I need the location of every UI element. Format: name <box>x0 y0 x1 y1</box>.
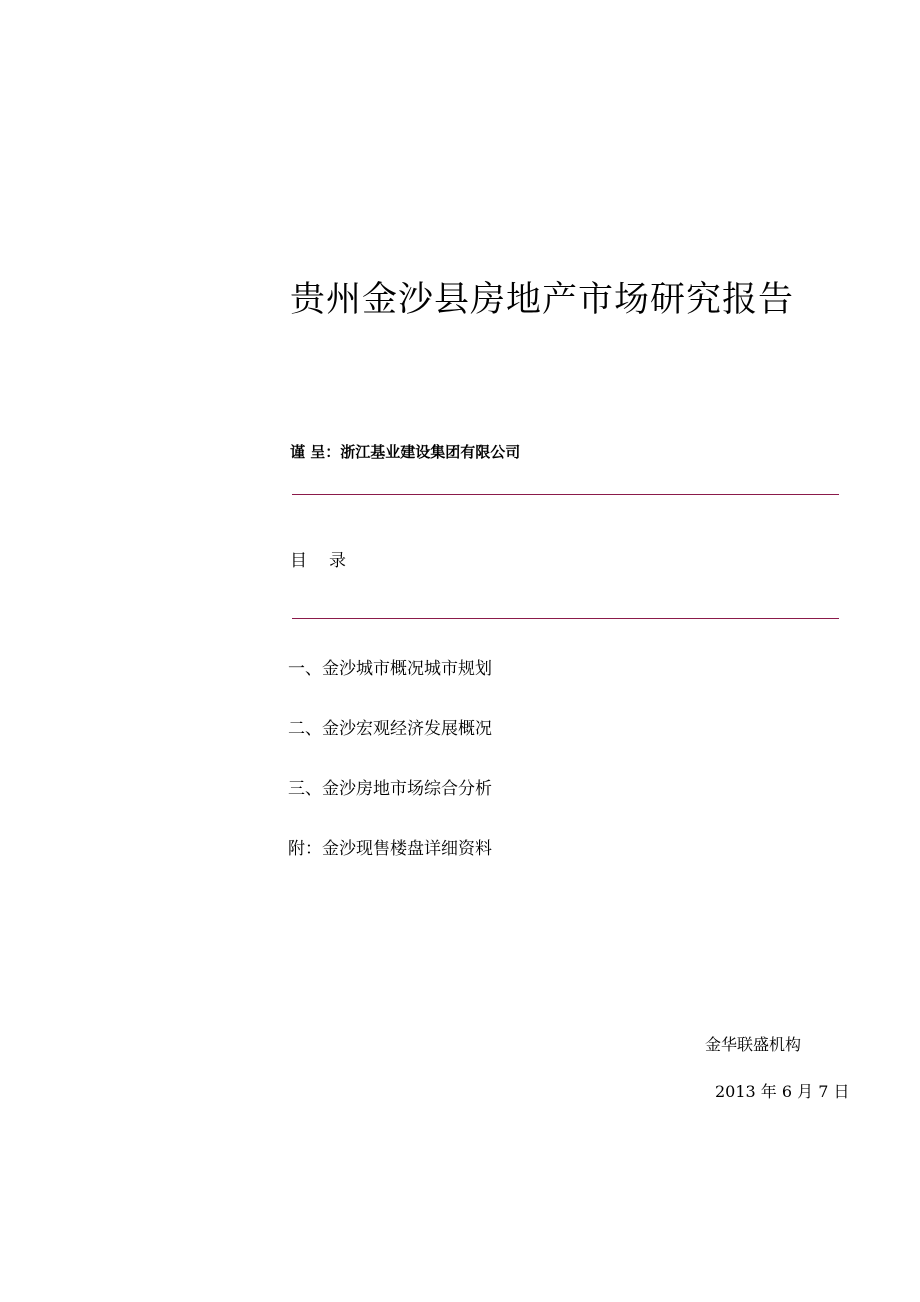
toc-item: 附：金沙现售楼盘详细资料 <box>288 839 492 859</box>
divider-rule-top <box>292 494 839 495</box>
presented-recipient: 浙江基业建设集团有限公司 <box>340 443 521 461</box>
toc-item: 一、金沙城市概况城市规划 <box>288 659 492 679</box>
toc-heading-char-2: 录 <box>329 551 346 571</box>
presented-label: 谨 呈： <box>290 443 341 461</box>
report-date: 2013 年 6 月 7 日 <box>715 1082 850 1101</box>
report-title: 贵州金沙县房地产市场研究报告 <box>290 280 795 320</box>
presented-to-line <box>290 441 520 462</box>
toc-list <box>288 657 492 897</box>
toc-heading <box>290 546 346 571</box>
toc-item: 二、金沙宏观经济发展概况 <box>288 719 492 739</box>
divider-rule-bottom <box>292 618 839 619</box>
toc-heading-char-1: 目 <box>290 551 307 571</box>
toc-item: 三、金沙房地市场综合分析 <box>288 779 492 799</box>
organization-name: 金华联盛机构 <box>705 1035 802 1054</box>
